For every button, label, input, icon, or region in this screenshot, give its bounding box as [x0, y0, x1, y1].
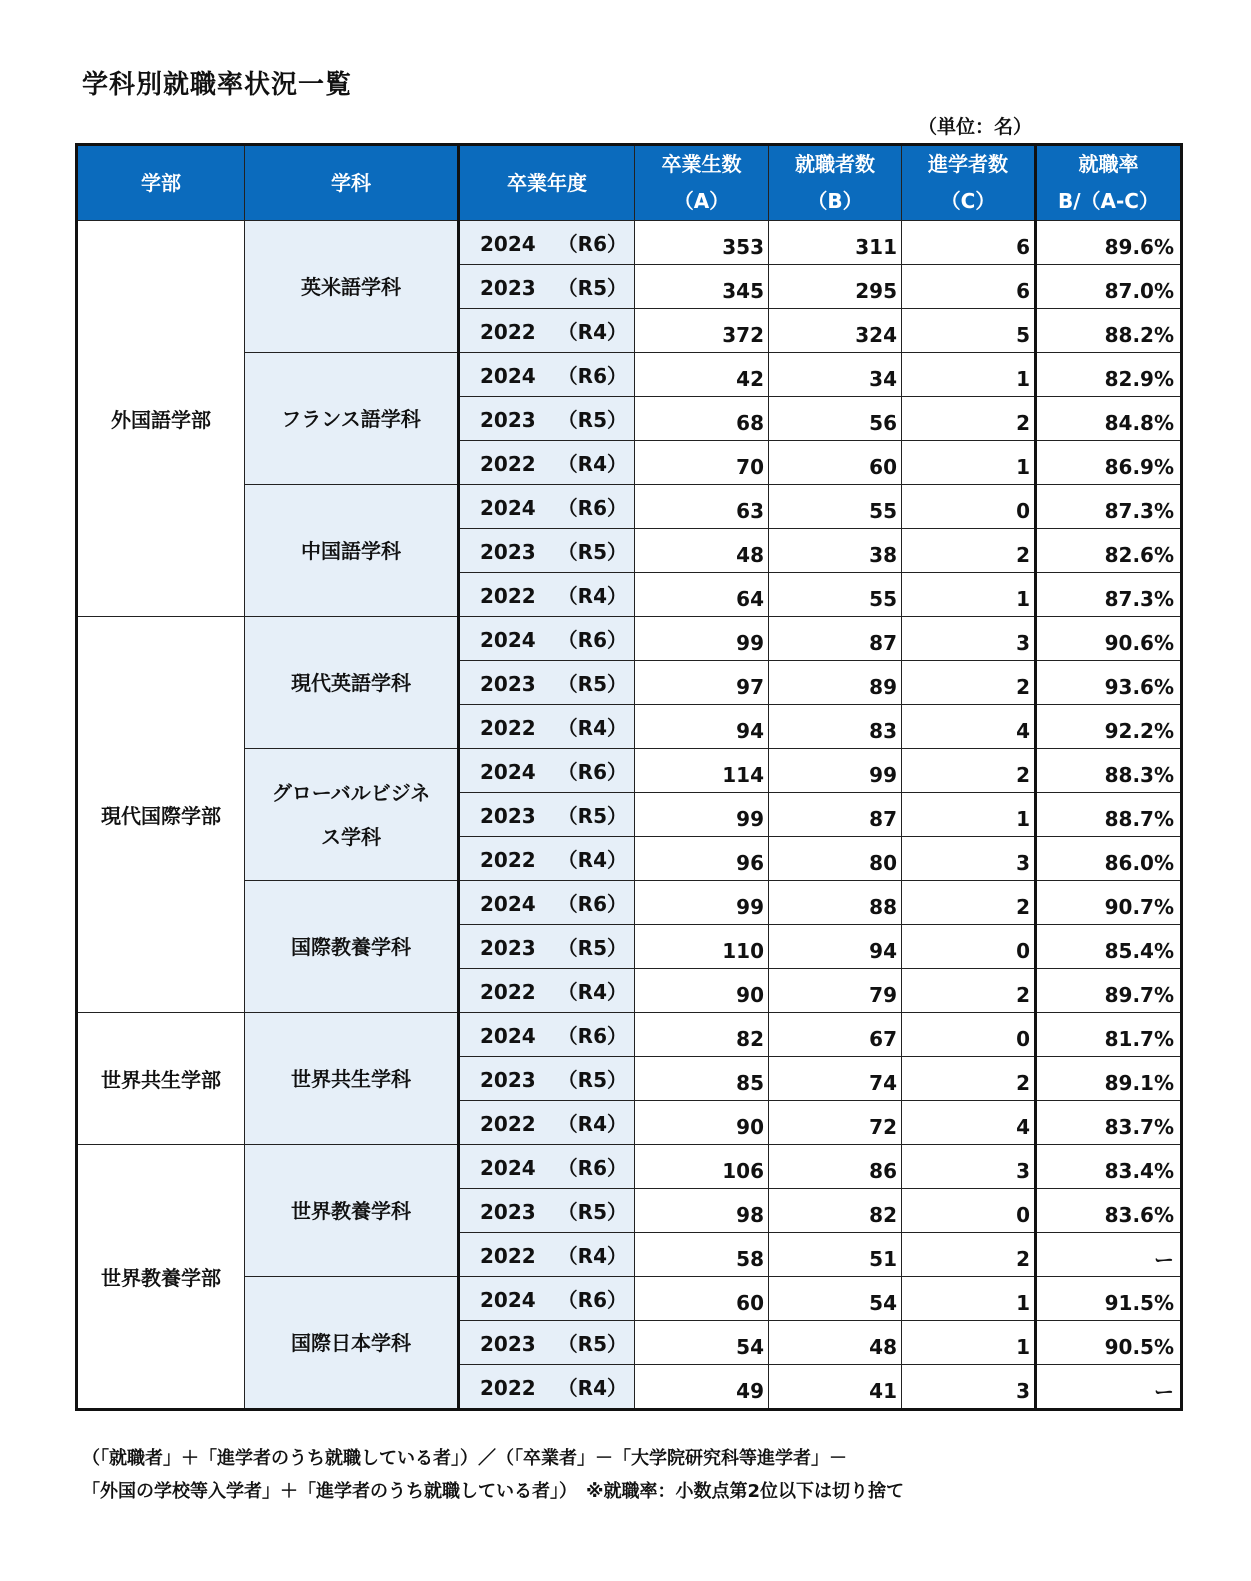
further-study-cell: 0 [902, 485, 1036, 529]
year-value: 2023 [480, 408, 536, 432]
graduates-cell: 63 [635, 485, 769, 529]
department-cell [245, 1013, 459, 1145]
department-cell [245, 353, 459, 485]
footnote-line-1: （「就職者」＋「進学者のうち就職している者」）／（「卒業者」－「大学院研究科等進学者」－ [82, 1448, 847, 1469]
faculty-cell: 世界教養学部 [77, 1145, 245, 1410]
year-value: 2022 [480, 1376, 536, 1400]
year-value: 2024 [480, 1288, 536, 1312]
era-value: （R5） [557, 408, 627, 432]
era-value: （R4） [557, 1244, 627, 1268]
graduates-cell: 98 [635, 1189, 769, 1233]
footnotes [82, 1442, 904, 1508]
graduates-cell: 114 [635, 749, 769, 793]
further-study-cell: 1 [902, 1321, 1036, 1365]
rate-cell: 86.9% [1036, 441, 1182, 485]
era-value: （R4） [557, 584, 627, 608]
department-name: 現代英語学科 [291, 670, 411, 695]
faculty-cell: 現代国際学部 [77, 617, 245, 1013]
employed-cell: 83 [769, 705, 902, 749]
rate-cell: 90.6% [1036, 617, 1182, 661]
year-cell [459, 793, 635, 837]
further-study-cell: 1 [902, 793, 1036, 837]
graduates-cell: 106 [635, 1145, 769, 1189]
table-row [77, 221, 1182, 265]
employed-cell: 79 [769, 969, 902, 1013]
rate-cell: 82.6% [1036, 529, 1182, 573]
department-cell [245, 881, 459, 1013]
employed-cell: 88 [769, 881, 902, 925]
year-cell [459, 529, 635, 573]
year-value: 2023 [480, 804, 536, 828]
footnote-line-2: 「外国の学校等入学者」＋「進学者のうち就職している者」） ※就職率：小数点第2位以下は切り捨て [82, 1481, 905, 1502]
year-value: 2023 [480, 1332, 536, 1356]
employed-cell: 89 [769, 661, 902, 705]
rate-cell: 85.4% [1036, 925, 1182, 969]
employed-cell: 67 [769, 1013, 902, 1057]
department-name: 国際日本学科 [291, 1330, 411, 1355]
further-study-cell: 2 [902, 881, 1036, 925]
further-study-cell: 3 [902, 617, 1036, 661]
rate-cell: 89.1% [1036, 1057, 1182, 1101]
rate-cell: 90.5% [1036, 1321, 1182, 1365]
rate-cell: 88.2% [1036, 309, 1182, 353]
page-title: 学科別就職率状況一覧 [82, 70, 353, 100]
graduates-cell: 54 [635, 1321, 769, 1365]
year-value: 2023 [480, 1200, 536, 1224]
employed-cell: 55 [769, 485, 902, 529]
graduates-cell: 42 [635, 353, 769, 397]
further-study-cell: 0 [902, 925, 1036, 969]
department-cell [245, 1145, 459, 1277]
employed-cell: 48 [769, 1321, 902, 1365]
year-value: 2024 [480, 628, 536, 652]
department-cell [245, 221, 459, 353]
era-value: （R5） [557, 1332, 627, 1356]
graduates-cell: 99 [635, 617, 769, 661]
year-value: 2023 [480, 672, 536, 696]
era-value: （R6） [557, 232, 627, 256]
rate-cell: 86.0% [1036, 837, 1182, 881]
year-cell [459, 1013, 635, 1057]
employed-cell: 80 [769, 837, 902, 881]
employed-cell: 51 [769, 1233, 902, 1277]
year-value: 2024 [480, 496, 536, 520]
rate-cell: 87.3% [1036, 485, 1182, 529]
year-cell [459, 397, 635, 441]
graduates-cell: 353 [635, 221, 769, 265]
header-rate: 就職率 B/（A-C） [1036, 145, 1182, 221]
year-cell [459, 1145, 635, 1189]
rate-cell: 91.5% [1036, 1277, 1182, 1321]
graduates-cell: 64 [635, 573, 769, 617]
era-value: （R5） [557, 276, 627, 300]
era-value: （R6） [557, 760, 627, 784]
rate-cell: 83.4% [1036, 1145, 1182, 1189]
year-value: 2022 [480, 584, 536, 608]
graduates-cell: 60 [635, 1277, 769, 1321]
further-study-cell: 2 [902, 969, 1036, 1013]
year-value: 2024 [480, 760, 536, 784]
table-body [77, 221, 1182, 1410]
year-cell [459, 309, 635, 353]
year-cell [459, 661, 635, 705]
year-cell [459, 1277, 635, 1321]
department-name: グローバルビジネス学科 [271, 780, 431, 849]
header-year: 卒業年度 [459, 145, 635, 221]
year-value: 2022 [480, 848, 536, 872]
era-value: （R6） [557, 628, 627, 652]
further-study-cell: 1 [902, 353, 1036, 397]
era-value: （R5） [557, 804, 627, 828]
rate-cell: 81.7% [1036, 1013, 1182, 1057]
unit-label: （単位：名） [918, 116, 1033, 138]
department-name: 英米語学科 [301, 274, 401, 299]
employed-cell: 86 [769, 1145, 902, 1189]
year-value: 2023 [480, 1068, 536, 1092]
department-cell [245, 749, 459, 881]
faculty-cell: 外国語学部 [77, 221, 245, 617]
further-study-cell: 1 [902, 441, 1036, 485]
further-study-cell: 5 [902, 309, 1036, 353]
rate-cell: 83.7% [1036, 1101, 1182, 1145]
year-cell [459, 1233, 635, 1277]
era-value: （R4） [557, 1376, 627, 1400]
employed-cell: 55 [769, 573, 902, 617]
era-value: （R5） [557, 1200, 627, 1224]
graduates-cell: 372 [635, 309, 769, 353]
employed-cell: 41 [769, 1365, 902, 1410]
year-cell [459, 881, 635, 925]
graduates-cell: 82 [635, 1013, 769, 1057]
era-value: （R6） [557, 1156, 627, 1180]
era-value: （R5） [557, 672, 627, 696]
further-study-cell: 1 [902, 573, 1036, 617]
year-cell [459, 1365, 635, 1410]
year-value: 2024 [480, 232, 536, 256]
employed-cell: 94 [769, 925, 902, 969]
department-cell [245, 617, 459, 749]
year-cell [459, 1057, 635, 1101]
employed-cell: 72 [769, 1101, 902, 1145]
era-value: （R6） [557, 1288, 627, 1312]
era-value: （R4） [557, 320, 627, 344]
graduates-cell: 94 [635, 705, 769, 749]
employed-cell: 74 [769, 1057, 902, 1101]
further-study-cell: 3 [902, 1365, 1036, 1410]
rate-cell: 88.7% [1036, 793, 1182, 837]
year-cell [459, 1321, 635, 1365]
rate-cell: 93.6% [1036, 661, 1182, 705]
year-cell [459, 837, 635, 881]
further-study-cell: 0 [902, 1013, 1036, 1057]
year-cell [459, 265, 635, 309]
year-value: 2023 [480, 276, 536, 300]
era-value: （R4） [557, 1112, 627, 1136]
year-cell [459, 221, 635, 265]
further-study-cell: 0 [902, 1189, 1036, 1233]
further-study-cell: 1 [902, 1277, 1036, 1321]
header-employed: 就職者数 （B） [769, 145, 902, 221]
table-row [77, 617, 1182, 661]
rate-cell: ー [1036, 1365, 1182, 1410]
faculty-cell: 世界共生学部 [77, 1013, 245, 1145]
year-cell [459, 749, 635, 793]
era-value: （R4） [557, 716, 627, 740]
year-value: 2022 [480, 320, 536, 344]
further-study-cell: 4 [902, 705, 1036, 749]
department-cell [245, 1277, 459, 1410]
year-value: 2022 [480, 452, 536, 476]
department-name: 世界共生学科 [291, 1066, 411, 1091]
rate-cell: 84.8% [1036, 397, 1182, 441]
graduates-cell: 85 [635, 1057, 769, 1101]
further-study-cell: 2 [902, 749, 1036, 793]
year-value: 2022 [480, 1244, 536, 1268]
further-study-cell: 2 [902, 1233, 1036, 1277]
year-cell [459, 925, 635, 969]
year-cell [459, 1101, 635, 1145]
graduates-cell: 96 [635, 837, 769, 881]
year-value: 2023 [480, 540, 536, 564]
year-cell [459, 1189, 635, 1233]
department-cell [245, 485, 459, 617]
header-row [77, 145, 1182, 221]
year-cell [459, 705, 635, 749]
graduates-cell: 110 [635, 925, 769, 969]
graduates-cell: 48 [635, 529, 769, 573]
employed-cell: 38 [769, 529, 902, 573]
rate-cell: 90.7% [1036, 881, 1182, 925]
department-name: 世界教養学科 [291, 1198, 411, 1223]
header-further-study: 進学者数 （C） [902, 145, 1036, 221]
year-value: 2024 [480, 892, 536, 916]
department-name: フランス語学科 [281, 406, 421, 431]
era-value: （R4） [557, 980, 627, 1004]
era-value: （R6） [557, 496, 627, 520]
employed-cell: 311 [769, 221, 902, 265]
era-value: （R4） [557, 848, 627, 872]
year-value: 2023 [480, 936, 536, 960]
graduates-cell: 99 [635, 881, 769, 925]
employed-cell: 56 [769, 397, 902, 441]
graduates-cell: 70 [635, 441, 769, 485]
table-row [77, 1145, 1182, 1189]
department-name: 中国語学科 [301, 538, 401, 563]
further-study-cell: 3 [902, 837, 1036, 881]
year-value: 2024 [480, 1156, 536, 1180]
year-cell [459, 441, 635, 485]
graduates-cell: 345 [635, 265, 769, 309]
year-cell [459, 485, 635, 529]
graduates-cell: 68 [635, 397, 769, 441]
year-value: 2022 [480, 980, 536, 1004]
graduates-cell: 90 [635, 1101, 769, 1145]
employment-rate-table [75, 143, 1183, 1411]
graduates-cell: 49 [635, 1365, 769, 1410]
year-value: 2024 [480, 364, 536, 388]
further-study-cell: 2 [902, 1057, 1036, 1101]
rate-cell: 88.3% [1036, 749, 1182, 793]
year-value: 2022 [480, 716, 536, 740]
rate-cell: 89.6% [1036, 221, 1182, 265]
year-value: 2024 [480, 1024, 536, 1048]
rate-cell: 87.3% [1036, 573, 1182, 617]
employed-cell: 82 [769, 1189, 902, 1233]
header-graduates: 卒業生数 （A） [635, 145, 769, 221]
era-value: （R5） [557, 540, 627, 564]
employed-cell: 60 [769, 441, 902, 485]
employed-cell: 324 [769, 309, 902, 353]
rate-cell: 83.6% [1036, 1189, 1182, 1233]
employed-cell: 99 [769, 749, 902, 793]
graduates-cell: 97 [635, 661, 769, 705]
era-value: （R5） [557, 1068, 627, 1092]
employed-cell: 54 [769, 1277, 902, 1321]
year-cell [459, 353, 635, 397]
era-value: （R6） [557, 1024, 627, 1048]
department-name: 国際教養学科 [291, 934, 411, 959]
rate-cell: 89.7% [1036, 969, 1182, 1013]
rate-cell: 82.9% [1036, 353, 1182, 397]
rate-cell: ー [1036, 1233, 1182, 1277]
year-cell [459, 617, 635, 661]
table-row [77, 1013, 1182, 1057]
graduates-cell: 58 [635, 1233, 769, 1277]
further-study-cell: 6 [902, 265, 1036, 309]
graduates-cell: 99 [635, 793, 769, 837]
graduates-cell: 90 [635, 969, 769, 1013]
era-value: （R5） [557, 936, 627, 960]
era-value: （R6） [557, 892, 627, 916]
employed-cell: 87 [769, 617, 902, 661]
era-value: （R6） [557, 364, 627, 388]
year-cell [459, 969, 635, 1013]
employed-cell: 295 [769, 265, 902, 309]
employed-cell: 87 [769, 793, 902, 837]
further-study-cell: 4 [902, 1101, 1036, 1145]
header-faculty: 学部 [77, 145, 245, 221]
year-value: 2022 [480, 1112, 536, 1136]
era-value: （R4） [557, 452, 627, 476]
rate-cell: 87.0% [1036, 265, 1182, 309]
further-study-cell: 2 [902, 397, 1036, 441]
rate-cell: 92.2% [1036, 705, 1182, 749]
year-cell [459, 573, 635, 617]
further-study-cell: 3 [902, 1145, 1036, 1189]
further-study-cell: 2 [902, 529, 1036, 573]
header-department: 学科 [245, 145, 459, 221]
further-study-cell: 2 [902, 661, 1036, 705]
further-study-cell: 6 [902, 221, 1036, 265]
employed-cell: 34 [769, 353, 902, 397]
